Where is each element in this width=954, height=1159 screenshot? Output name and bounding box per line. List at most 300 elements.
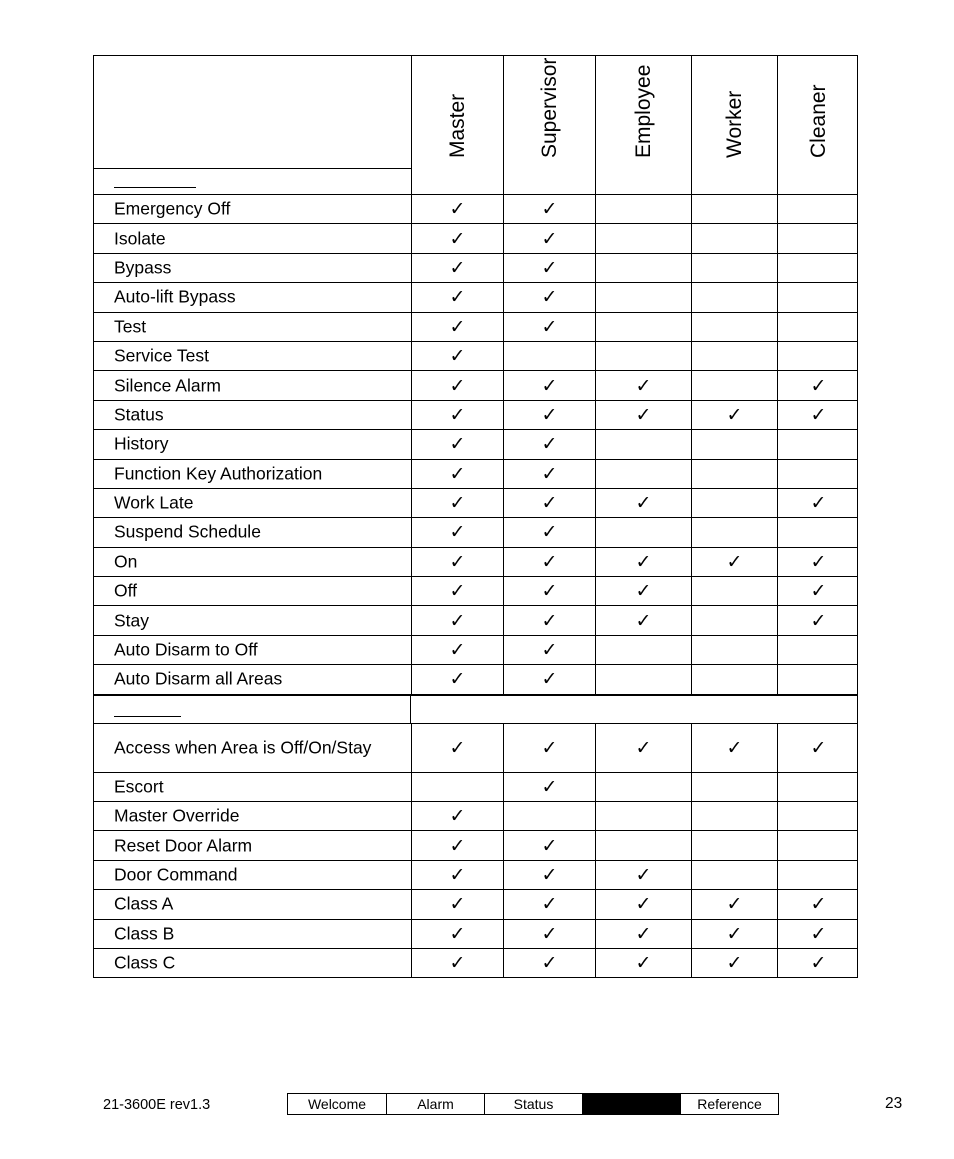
permission-cell-employee [595, 724, 691, 772]
checkmark-icon: ✓ [541, 227, 558, 250]
row-label: On [114, 551, 138, 572]
checkmark-icon: ✓ [810, 893, 827, 916]
checkmark-icon: ✓ [541, 403, 558, 426]
permission-cell-master [411, 724, 503, 772]
permission-cell-supervisor [503, 773, 595, 801]
permission-rows-group-1 [93, 195, 858, 695]
checkmark-icon: ✓ [449, 433, 466, 456]
row-label-cell [94, 773, 411, 801]
permission-cell-worker [691, 831, 777, 859]
checkmark-icon: ✓ [449, 315, 466, 338]
row-label: Service Test [114, 345, 209, 366]
checkmark-icon: ✓ [449, 198, 466, 221]
checkmark-icon: ✓ [635, 922, 652, 945]
permission-cell-worker [691, 430, 777, 458]
document-code: 21-3600E rev1.3 [103, 1097, 211, 1113]
permission-cell-worker [691, 342, 777, 370]
permission-cell-supervisor [503, 920, 595, 948]
table-row-reset-door-alarm [93, 831, 858, 860]
checkmark-icon: ✓ [810, 736, 827, 759]
table-row-isolate [93, 224, 858, 253]
section-tab-bar [287, 1093, 779, 1115]
checkmark-icon: ✓ [449, 286, 466, 309]
table-row-auto-disarm-to-off [93, 636, 858, 665]
permission-cell-worker [691, 283, 777, 311]
checkmark-icon: ✓ [541, 952, 558, 975]
column-header-label: Worker [722, 90, 746, 158]
permission-cell-worker [691, 890, 777, 918]
permission-cell-master [411, 548, 503, 576]
checkmark-icon: ✓ [726, 893, 743, 916]
permission-cell-worker [691, 313, 777, 341]
permission-cell-supervisor [503, 606, 595, 634]
permission-cell-cleaner [777, 401, 859, 429]
permission-cell-worker [691, 254, 777, 282]
checkmark-icon: ✓ [810, 492, 827, 515]
checkmark-icon: ✓ [810, 580, 827, 603]
permission-cell-master [411, 665, 503, 693]
permissions-table [93, 55, 858, 978]
table-row-class-c [93, 949, 858, 978]
permission-cell-supervisor [503, 460, 595, 488]
row-label: Class B [114, 923, 175, 944]
permission-cell-employee [595, 254, 691, 282]
permission-cell-master [411, 401, 503, 429]
checkmark-icon: ✓ [449, 668, 466, 691]
checkmark-icon: ✓ [449, 952, 466, 975]
permission-cell-worker [691, 636, 777, 664]
row-label-cell [94, 430, 411, 458]
permission-cell-worker [691, 195, 777, 223]
permission-cell-employee [595, 577, 691, 605]
checkmark-icon: ✓ [541, 580, 558, 603]
table-row-test [93, 313, 858, 342]
permission-cell-master [411, 861, 503, 889]
table-row-function-key-authorization [93, 460, 858, 489]
permission-cell-supervisor [503, 430, 595, 458]
checkmark-icon: ✓ [635, 952, 652, 975]
row-label-cell [94, 401, 411, 429]
row-label: Emergency Off [114, 198, 231, 219]
permission-cell-supervisor [503, 577, 595, 605]
permission-cell-supervisor [503, 548, 595, 576]
row-label-cell [94, 371, 411, 399]
table-row-bypass [93, 254, 858, 283]
permission-cell-supervisor [503, 195, 595, 223]
checkmark-icon: ✓ [541, 639, 558, 662]
row-label-cell [94, 548, 411, 576]
permission-cell-supervisor [503, 724, 595, 772]
permission-cell-worker [691, 548, 777, 576]
permission-cell-cleaner [777, 460, 859, 488]
row-label: Master Override [114, 805, 240, 826]
permission-cell-master [411, 342, 503, 370]
permission-cell-worker [691, 773, 777, 801]
checkmark-icon: ✓ [726, 736, 743, 759]
permission-cell-employee [595, 342, 691, 370]
checkmark-icon: ✓ [635, 374, 652, 397]
permission-cell-master [411, 254, 503, 282]
row-label-cell [94, 254, 411, 282]
row-label-cell [94, 724, 411, 772]
column-header-master [411, 56, 503, 194]
permission-cell-supervisor [503, 518, 595, 546]
permission-cell-cleaner [777, 724, 859, 772]
section-label-cell [94, 696, 411, 723]
permission-cell-cleaner [777, 665, 859, 693]
permission-cell-master [411, 430, 503, 458]
checkmark-icon: ✓ [541, 286, 558, 309]
checkmark-icon: ✓ [635, 736, 652, 759]
permission-cell-employee [595, 636, 691, 664]
checkmark-icon: ✓ [810, 403, 827, 426]
permission-cell-cleaner [777, 195, 859, 223]
permission-cell-worker [691, 401, 777, 429]
permission-cell-cleaner [777, 489, 859, 517]
column-header-cleaner [777, 56, 859, 194]
table-header [93, 55, 858, 195]
checkmark-icon: ✓ [449, 521, 466, 544]
permission-cell-master [411, 802, 503, 830]
tab-reference[interactable]: Reference [680, 1094, 778, 1114]
permission-cell-master [411, 224, 503, 252]
column-header-label: Supervisor [537, 57, 561, 158]
permission-cell-employee [595, 460, 691, 488]
permission-cell-supervisor [503, 254, 595, 282]
checkmark-icon: ✓ [635, 550, 652, 573]
permission-cell-cleaner [777, 577, 859, 605]
row-label: Auto-lift Bypass [114, 286, 236, 307]
table-row-auto-lift-bypass [93, 283, 858, 312]
table-row-off [93, 577, 858, 606]
row-label-cell [94, 342, 411, 370]
row-label-cell [94, 802, 411, 830]
permission-cell-cleaner [777, 949, 859, 977]
table-row-class-b [93, 920, 858, 949]
tab-status[interactable]: Status [484, 1094, 582, 1114]
checkmark-icon: ✓ [810, 922, 827, 945]
permission-cell-supervisor [503, 831, 595, 859]
tab-current-section[interactable] [582, 1094, 680, 1114]
column-header-label: Employee [631, 64, 655, 158]
checkmark-icon: ✓ [449, 227, 466, 250]
checkmark-icon: ✓ [449, 462, 466, 485]
table-row-suspend-schedule [93, 518, 858, 547]
checkmark-icon: ✓ [541, 609, 558, 632]
permission-cell-employee [595, 313, 691, 341]
permission-cell-worker [691, 606, 777, 634]
row-label: History [114, 433, 169, 454]
checkmark-icon: ✓ [541, 256, 558, 279]
checkmark-icon: ✓ [810, 374, 827, 397]
column-header-worker [691, 56, 777, 194]
permission-cell-worker [691, 724, 777, 772]
permission-cell-cleaner [777, 371, 859, 399]
permission-rows-group-2 [93, 723, 858, 979]
permission-cell-master [411, 920, 503, 948]
table-row-status [93, 401, 858, 430]
checkmark-icon: ✓ [449, 492, 466, 515]
permission-cell-master [411, 313, 503, 341]
row-label-cell [94, 949, 411, 977]
permission-cell-worker [691, 665, 777, 693]
tab-alarm[interactable]: Alarm [386, 1094, 484, 1114]
row-label-cell [94, 920, 411, 948]
checkmark-icon: ✓ [541, 775, 558, 798]
row-label-cell [94, 606, 411, 634]
row-label: Bypass [114, 257, 172, 278]
checkmark-icon: ✓ [635, 580, 652, 603]
row-label: Access when Area is Off/On/Stay [114, 737, 372, 758]
row-label-cell [94, 518, 411, 546]
permission-cell-cleaner [777, 773, 859, 801]
row-label: Class C [114, 952, 176, 973]
permission-cell-master [411, 949, 503, 977]
checkmark-icon: ✓ [726, 550, 743, 573]
checkmark-icon: ✓ [541, 374, 558, 397]
row-label-cell [94, 636, 411, 664]
permission-cell-supervisor [503, 224, 595, 252]
row-label: Silence Alarm [114, 375, 221, 396]
tab-welcome[interactable]: Welcome [307, 1096, 367, 1112]
row-label: Door Command [114, 864, 238, 885]
checkmark-icon: ✓ [541, 922, 558, 945]
table-row-master-override [93, 802, 858, 831]
permission-cell-worker [691, 577, 777, 605]
column-header-supervisor [503, 56, 595, 194]
checkmark-icon: ✓ [541, 198, 558, 221]
checkmark-icon: ✓ [449, 580, 466, 603]
permission-cell-cleaner [777, 342, 859, 370]
page-number: 23 [885, 1095, 903, 1112]
checkmark-icon: ✓ [449, 922, 466, 945]
permission-cell-employee [595, 371, 691, 399]
permission-cell-master [411, 773, 503, 801]
checkmark-icon: ✓ [449, 374, 466, 397]
row-label-cell [94, 460, 411, 488]
row-label: Class A [114, 893, 174, 914]
permission-cell-worker [691, 224, 777, 252]
table-row-on [93, 548, 858, 577]
permission-cell-supervisor [503, 313, 595, 341]
row-label: Status [114, 404, 164, 425]
permission-cell-worker [691, 920, 777, 948]
permission-cell-cleaner [777, 636, 859, 664]
permission-cell-employee [595, 949, 691, 977]
permission-cell-cleaner [777, 518, 859, 546]
checkmark-icon: ✓ [449, 609, 466, 632]
checkmark-icon: ✓ [541, 550, 558, 573]
checkmark-icon: ✓ [635, 864, 652, 886]
checkmark-icon: ✓ [449, 805, 466, 828]
permission-cell-worker [691, 861, 777, 889]
permission-cell-employee [595, 224, 691, 252]
row-label-cell [94, 224, 411, 252]
row-label-cell [94, 890, 411, 918]
permission-cell-cleaner [777, 920, 859, 948]
checkmark-icon: ✓ [449, 345, 466, 368]
checkmark-icon: ✓ [449, 893, 466, 916]
row-label: Stay [114, 610, 150, 631]
permission-cell-master [411, 195, 503, 223]
row-label-cell [94, 861, 411, 889]
permission-cell-employee [595, 283, 691, 311]
checkmark-icon: ✓ [541, 492, 558, 515]
permission-cell-supervisor [503, 949, 595, 977]
checkmark-icon: ✓ [541, 668, 558, 691]
row-label-cell [94, 283, 411, 311]
header-divider [94, 168, 411, 169]
permission-cell-supervisor [503, 342, 595, 370]
row-label: Off [114, 580, 138, 601]
permission-cell-cleaner [777, 254, 859, 282]
permission-cell-employee [595, 548, 691, 576]
permission-cell-master [411, 577, 503, 605]
checkmark-icon: ✓ [541, 433, 558, 456]
permission-cell-employee [595, 831, 691, 859]
row-label: Escort [114, 776, 164, 797]
permission-cell-supervisor [503, 636, 595, 664]
permission-cell-worker [691, 949, 777, 977]
permission-cell-employee [595, 195, 691, 223]
table-row-door-command [93, 861, 858, 890]
permission-cell-supervisor [503, 401, 595, 429]
permission-cell-cleaner [777, 430, 859, 458]
permission-cell-employee [595, 920, 691, 948]
column-header-employee [595, 56, 691, 194]
permission-cell-master [411, 283, 503, 311]
table-row-silence-alarm [93, 371, 858, 400]
row-label-cell [94, 831, 411, 859]
table-row-access-when-area-is-off-on-stay [93, 724, 858, 773]
row-label-cell [94, 313, 411, 341]
permission-cell-worker [691, 371, 777, 399]
checkmark-icon: ✓ [810, 952, 827, 975]
permission-cell-employee [595, 665, 691, 693]
checkmark-icon: ✓ [449, 834, 466, 857]
column-header-label: Cleaner [806, 84, 830, 158]
permission-cell-cleaner [777, 548, 859, 576]
row-label: Work Late [114, 492, 194, 513]
permission-cell-supervisor [503, 802, 595, 830]
table-row-class-a [93, 890, 858, 919]
checkmark-icon: ✓ [726, 922, 743, 945]
permission-cell-cleaner [777, 802, 859, 830]
permission-cell-employee [595, 518, 691, 546]
checkmark-icon: ✓ [541, 736, 558, 759]
permission-cell-master [411, 489, 503, 517]
permission-cell-employee [595, 773, 691, 801]
permission-cell-master [411, 636, 503, 664]
checkmark-icon: ✓ [541, 864, 558, 886]
header-label-cell [94, 56, 411, 194]
permission-cell-employee [595, 861, 691, 889]
checkmark-icon: ✓ [449, 256, 466, 279]
table-row-work-late [93, 489, 858, 518]
permission-cell-master [411, 371, 503, 399]
permission-cell-employee [595, 489, 691, 517]
checkmark-icon: ✓ [810, 609, 827, 632]
permission-cell-supervisor [503, 489, 595, 517]
permission-cell-cleaner [777, 224, 859, 252]
permission-cell-cleaner [777, 831, 859, 859]
checkmark-icon: ✓ [449, 864, 466, 886]
permission-cell-supervisor [503, 283, 595, 311]
row-label: Auto Disarm all Areas [114, 668, 283, 689]
row-label: Suspend Schedule [114, 521, 261, 542]
table-row-history [93, 430, 858, 459]
section-heading-blank [114, 187, 196, 188]
checkmark-icon: ✓ [541, 315, 558, 338]
table-row-stay [93, 606, 858, 635]
row-label: Isolate [114, 228, 166, 249]
row-label: Auto Disarm to Off [114, 639, 258, 660]
permission-cell-cleaner [777, 606, 859, 634]
section-heading-blank [114, 716, 181, 717]
section-divider-row [93, 695, 858, 723]
permission-cell-employee [595, 430, 691, 458]
permission-cell-supervisor [503, 890, 595, 918]
checkmark-icon: ✓ [449, 639, 466, 662]
row-label: Test [114, 316, 147, 337]
row-label-cell [94, 665, 411, 693]
permission-cell-master [411, 831, 503, 859]
column-header-label: Master [445, 93, 469, 158]
permission-cell-master [411, 460, 503, 488]
row-label-cell [94, 577, 411, 605]
permission-cell-worker [691, 802, 777, 830]
checkmark-icon: ✓ [541, 521, 558, 544]
table-row-emergency-off [93, 195, 858, 224]
table-row-service-test [93, 342, 858, 371]
checkmark-icon: ✓ [635, 893, 652, 916]
permission-cell-worker [691, 489, 777, 517]
checkmark-icon: ✓ [726, 952, 743, 975]
checkmark-icon: ✓ [541, 462, 558, 485]
checkmark-icon: ✓ [449, 550, 466, 573]
permission-cell-employee [595, 802, 691, 830]
permission-cell-cleaner [777, 283, 859, 311]
checkmark-icon: ✓ [449, 736, 466, 759]
permission-cell-employee [595, 401, 691, 429]
permission-cell-supervisor [503, 665, 595, 693]
permission-cell-worker [691, 518, 777, 546]
permission-cell-worker [691, 460, 777, 488]
permission-cell-supervisor [503, 861, 595, 889]
row-label: Function Key Authorization [114, 463, 323, 484]
permission-cell-master [411, 606, 503, 634]
row-label-cell [94, 489, 411, 517]
checkmark-icon: ✓ [541, 893, 558, 916]
permission-cell-employee [595, 890, 691, 918]
row-label: Reset Door Alarm [114, 835, 253, 856]
checkmark-icon: ✓ [726, 403, 743, 426]
checkmark-icon: ✓ [449, 403, 466, 426]
permission-cell-master [411, 518, 503, 546]
permission-cell-cleaner [777, 861, 859, 889]
checkmark-icon: ✓ [635, 609, 652, 632]
checkmark-icon: ✓ [635, 492, 652, 515]
row-label-cell [94, 195, 411, 223]
checkmark-icon: ✓ [810, 550, 827, 573]
permission-cell-employee [595, 606, 691, 634]
checkmark-icon: ✓ [541, 834, 558, 857]
permission-cell-cleaner [777, 890, 859, 918]
permission-cell-cleaner [777, 313, 859, 341]
table-row-escort [93, 773, 858, 802]
table-row-auto-disarm-all-areas [93, 665, 858, 694]
checkmark-icon: ✓ [635, 403, 652, 426]
